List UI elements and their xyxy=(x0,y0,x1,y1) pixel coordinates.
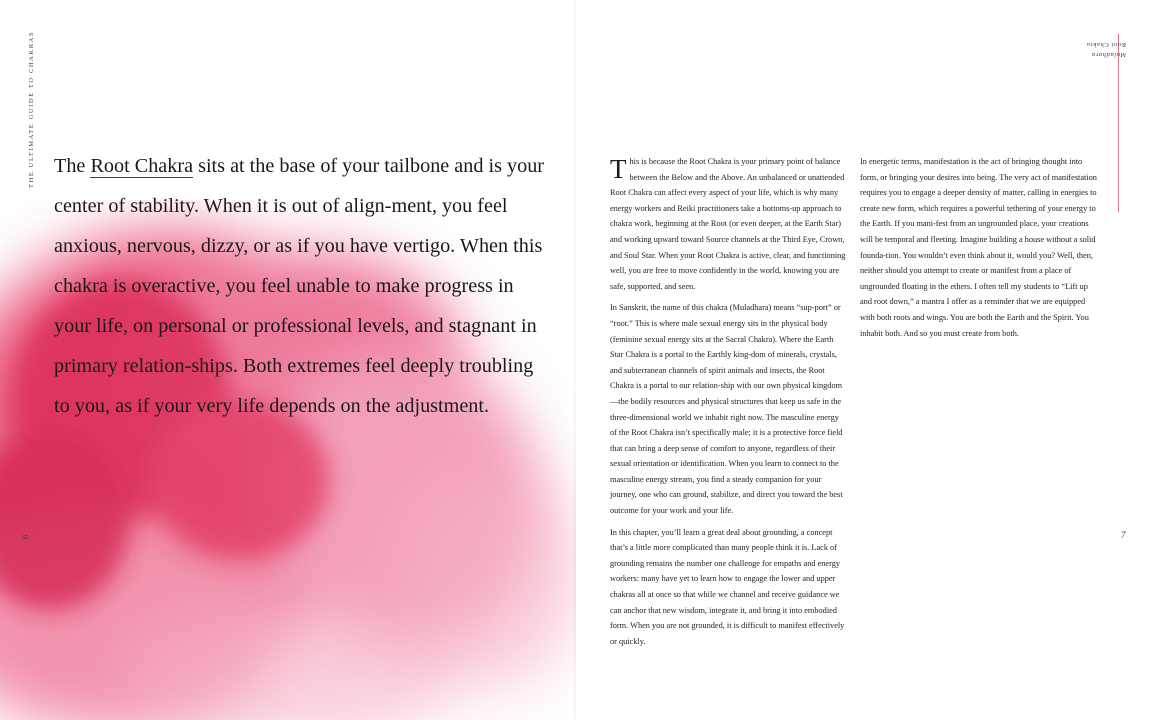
paragraph: In Sanskrit, the name of this chakra (Muladhara) means “sup-port” or “root.” This is where male sexual energy sits in the physical body (feminine sexual energy sits at the Sacral Chakra). Where the Earth Star Chakra is a portal to the Earthly king-dom of minerals, crystals, and subterranean channels of spirit animals and insects, the Root Chakra is a portal to our relation-ship with our own physical kingdom—the bodily resources and physical structures that keep us safe in the three-dimensional world we inhabit right now. The masculine energy of the Root Chakra isn’t specifically male; it is a protective force field that can bring a deep sense of comfort to anyone, regardless of their sexual orientation or identification. When you learn to connect to the masculine energy stream, you find a steady companion for your journey, one who can ground, stabilize, and direct you toward the best outcome for your work and your life. xyxy=(610,303,843,516)
chapter-title: Root Chakra xyxy=(1086,41,1126,48)
drop-cap: T xyxy=(610,154,627,184)
paragraph: This is because the Root Chakra is your primary point of balance between the Below and the Above. An unbalanced or unattended Root Chakra can affect every aspect of your life, which is why many energy workers and Reiki practitioners take a bottoms-up approach to chakra work, beginning at the Root (or even deeper, at the Earth Star) and working upward toward Source channels at the Third Eye, Crown, and Soul Star. When your Root Chakra is active, clear, and functioning well, you are free to move confidently in the world, knowing you are safe, supported, and seen. xyxy=(610,154,846,291)
running-head-chapter xyxy=(1086,38,1128,138)
text-column-1 xyxy=(610,154,847,655)
running-head-book-title: THE ULTIMATE GUIDE TO CHAKRAS xyxy=(28,30,35,188)
pull-quote xyxy=(54,146,554,426)
paragraph: In this chapter, you’ll learn a great deal about grounding, a concept that’s a little more complicated than many people think it is. Lack of grounding remains the number one challenge for empaths and energy workers: many have yet to learn how to engage the lower and upper chakras all at once so that while we channel and receive guidance we can anchor that new wisdom, integrate it, and bring it into embodied form. When you are not grounded, it is difficult to manifest effectively or quickly. xyxy=(610,527,845,646)
pull-quote-body: sits at the base of your tailbone and is your center of stability. When it is out of align-ment, you feel anxious, nervous, dizzy, or as if you have vertigo. When this chakra is overactive, you feel unable to make progress in your life, on personal or professional levels, and stagnant in primary relation-ships. Both extremes feel deeply troubling to you, as if your very life depends on the adjustment. xyxy=(54,155,545,417)
pull-quote-lead: The xyxy=(54,155,91,177)
text-column-2 xyxy=(860,154,1097,347)
page-number-left: 6 xyxy=(20,534,31,540)
root-chakra-emphasis: Root Chakra xyxy=(90,155,194,177)
paragraph: In energetic terms, manifestation is the act of bringing thought into form, or bringing your desires into being. The very act of manifestation requires you to engage a deeper density of matter, calling in energies to create new form, which requires a powerful tethering of your energy to the Earth. If you mani-fest from an ungrounded place, your creations will be temporal and fleeting. Imagine building a house without a solid founda-tion. You wouldn’t even think about it, would you? Well, then, neither should you attempt to create or manifest from a place of ungrounded floating in the ethers. I often tell my students to “Lift up and root down,” a mantra I offer as a reminder that we are equipped with both roots and wings. You are both the Earth and the Spirit. You inhabit both. And so you must create from both. xyxy=(860,157,1097,338)
chapter-subtitle: Muladhara xyxy=(1091,51,1126,58)
page-number-right: 7 xyxy=(1121,530,1126,540)
